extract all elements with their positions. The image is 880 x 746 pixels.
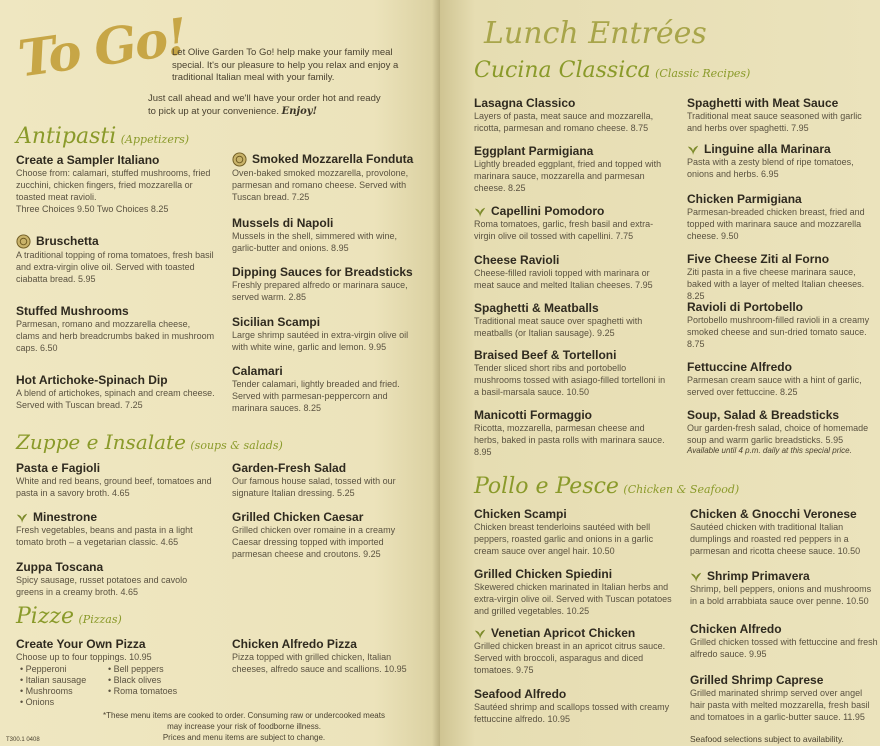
vegetarian-leaf-icon — [690, 571, 702, 583]
menu-item — [16, 560, 212, 598]
item-desc: Large shrimp sautéed in extra-virgin olive oil with white wine, garlic and lemon. 9.95 — [232, 330, 409, 352]
menu-item — [16, 234, 214, 285]
vegetarian-leaf-icon — [687, 144, 699, 156]
vegetarian-leaf-icon — [16, 512, 28, 524]
menu-item — [690, 569, 878, 607]
item-name: Stuffed Mushrooms — [16, 304, 129, 318]
item-desc: Sautéed chicken with traditional Italian dumplings and roasted red peppers in a parmesan and ricotta cheese sauce. 10.50 — [690, 522, 861, 556]
item-name-row — [232, 152, 422, 167]
item-desc: Tender sliced short ribs and portobello mushrooms tossed with asiago-filled tortelloni in a basil-marsala sauce. 10.50 — [474, 363, 666, 397]
topping: • Bell peppers — [108, 664, 164, 674]
notice-line: Prices and menu items are subject to change. — [162, 733, 326, 742]
menu-item — [474, 626, 672, 676]
pollo-subtitle: (Chicken & Seafood) — [623, 483, 740, 496]
item-desc: Chicken breast tenderloins sautéed with bell peppers, roasted garlic and onions in a garlic cream sauce over angel hair. 10.50 — [474, 522, 654, 556]
item-name: Seafood Alfredo — [474, 687, 567, 701]
topping: • Mushrooms — [20, 686, 73, 696]
to-go-title: To Go! — [14, 6, 190, 89]
item-name: Hot Artichoke-Spinach Dip — [16, 373, 168, 387]
item-desc: A blend of artichokes, spinach and cream cheese. Served with Tuscan bread. 7.25 — [16, 388, 215, 410]
item-name: Lasagna Classico — [474, 96, 576, 110]
item-name: Chicken Scampi — [474, 507, 567, 521]
topping: • Onions — [20, 697, 55, 707]
antipasti-heading — [16, 124, 189, 149]
item-name: Create Your Own Pizza — [16, 637, 146, 651]
item-desc: Mussels in the shell, simmered with wine, garlic-butter and onions. 8.95 — [232, 231, 398, 253]
item-name: Chicken Alfredo Pizza — [232, 637, 357, 651]
item-desc: Skewered chicken marinated in Italian herbs and extra-virgin olive oil. Served with Tuscan potatoes and grilled vegetables. 10.25 — [474, 582, 672, 616]
right-page — [440, 0, 880, 746]
item-desc: Cheese-filled ravioli topped with marinara or meat sauce and melted Italian cheeses. 7.95 — [474, 268, 653, 290]
item-desc: Parmesan-breaded chicken breast, fried and topped with marinara sauce and mozzarella cheese. 9.50 — [687, 207, 865, 241]
item-desc: Oven-baked smoked mozzarella, provolone, parmesan and romano cheese. Served with Tuscan bread. 7.25 — [232, 168, 409, 203]
menu-item — [687, 142, 877, 180]
menu-item — [16, 153, 212, 215]
item-name: Chicken Parmigiana — [687, 192, 802, 206]
item-desc: Our garden-fresh salad, choice of homemade soup and warm garlic breadsticks. 5.95 — [687, 423, 869, 445]
lunch-entrees-title: Lunch Entrées — [484, 16, 707, 51]
item-name: Mussels di Napoli — [232, 216, 334, 230]
vegetarian-leaf-icon — [474, 628, 486, 640]
menu-item — [687, 300, 877, 350]
item-name: Cheese Ravioli — [474, 253, 560, 267]
menu-item — [474, 96, 668, 134]
item-desc: Shrimp, bell peppers, onions and mushrooms in a bold arrabbiata sauce over penne. 10.50 — [690, 584, 872, 606]
topping: • Pepperoni — [20, 664, 67, 674]
zuppe-heading — [16, 430, 283, 454]
menu-item — [232, 216, 422, 254]
pizze-subtitle: (Pizzas) — [78, 613, 122, 626]
item-name: Venetian Apricot Chicken — [491, 626, 636, 640]
antipasti-subtitle: (Appetizers) — [120, 133, 190, 146]
topping: • Italian sausage — [20, 675, 87, 685]
item-name: Braised Beef & Tortelloni — [474, 348, 617, 362]
footer-notice — [64, 710, 424, 743]
call-ahead-text — [148, 93, 388, 118]
item-name: Soup, Salad & Breadsticks — [687, 408, 840, 422]
item-name-row — [690, 569, 878, 583]
zuppe-title: Zuppe e Insalate — [16, 430, 186, 454]
item-name: Minestrone — [33, 510, 98, 524]
item-name: Five Cheese Ziti al Forno — [687, 252, 830, 266]
item-desc: Grilled marinated shrimp served over angel hair pasta with melted mozzarella, fresh basil and tomatoes in a garlic-butter sauce. 11.95 — [690, 688, 870, 722]
menu-item — [687, 96, 877, 134]
item-name: Ravioli di Portobello — [687, 300, 804, 314]
menu-item — [474, 204, 674, 242]
item-desc: Grilled chicken over romaine in a creamy Caesar dressing topped with imported parmesan cheese and croutons. 9.25 — [232, 525, 396, 559]
menu-item — [232, 265, 422, 303]
menu-item — [474, 301, 668, 339]
menu-item — [687, 360, 877, 398]
item-desc: Traditional meat sauce seasoned with garlic and herbs over spaghetti. 7.95 — [687, 111, 862, 133]
menu-item — [474, 408, 668, 458]
item-desc: Sautéed shrimp and scallops tossed with creamy fettuccine alfredo. 10.95 — [474, 702, 670, 724]
item-name: Sicilian Scampi — [232, 315, 321, 329]
antipasti-title: Antipasti — [16, 124, 117, 149]
pollo-heading — [474, 474, 739, 499]
item-name: Zuppa Toscana — [16, 560, 104, 574]
menu-item — [16, 637, 216, 663]
topping: • Roma tomatoes — [108, 686, 178, 696]
item-name-row — [16, 234, 214, 249]
item-desc: Choose from: calamari, stuffed mushrooms, fried zucchini, chicken fingers, fried mozzarella or toasted meat ravioli. — [16, 168, 211, 202]
item-name: Garden-Fresh Salad — [232, 461, 347, 475]
olive-garden-specialty-icon — [16, 234, 31, 249]
call-ahead-label: Just call ahead and we'll have your order hot and ready to pick up at your convenience. — [148, 93, 381, 117]
menu-item — [474, 687, 670, 725]
item-name: Bruschetta — [36, 234, 99, 248]
item-desc: Pizza topped with grilled chicken, Italian cheeses, alfredo sauce and scallions. 10.95 — [232, 652, 407, 674]
menu-item — [474, 144, 668, 194]
item-desc: Pasta with a zesty blend of ripe tomatoes, onions and herbs. 6.95 — [687, 157, 854, 179]
menu-item — [16, 304, 216, 354]
menu-item — [16, 461, 212, 499]
olive-garden-specialty-icon — [232, 152, 247, 167]
menu-item — [474, 348, 670, 398]
item-desc: Fresh vegetables, beans and pasta in a light tomato broth – a vegetarian classic. 4.65 — [16, 525, 193, 547]
item-desc: White and red beans, ground beef, tomatoes and pasta in a savory broth. 4.65 — [16, 476, 212, 498]
item-desc: Spicy sausage, russet potatoes and cavolo greens in a creamy broth. 4.65 — [16, 575, 188, 597]
menu-item — [687, 408, 879, 455]
item-name-row — [16, 510, 212, 524]
item-name: Grilled Chicken Spiedini — [474, 567, 613, 581]
intro-text: Let Olive Garden To Go! help make your family meal special. It's our pleasure to help you relax and enjoy a traditional Italian meal with your family. — [172, 47, 399, 83]
item-name: Capellini Pomodoro — [491, 204, 605, 218]
item-desc: Ziti pasta in a five cheese marinara sauce, baked with a layer of melted Italian cheeses. 8.25 — [687, 267, 865, 301]
toppings-list-a — [20, 664, 86, 708]
notice-line: *These menu items are cooked to order. Consuming raw or undercooked meats — [103, 711, 385, 720]
topping: • Black olives — [108, 675, 162, 685]
item-name: Eggplant Parmigiana — [474, 144, 594, 158]
item-desc: Our famous house salad, tossed with our signature Italian dressing. 5.25 — [232, 476, 396, 498]
pizze-heading — [16, 604, 122, 629]
item-desc: Tender calamari, lightly breaded and fried. Served with parmesan-peppercorn and marinara sauces. 8.25 — [232, 379, 400, 413]
cucina-heading — [474, 58, 750, 83]
menu-item — [474, 507, 670, 557]
item-name: Grilled Chicken Caesar — [232, 510, 364, 524]
item-name: Dipping Sauces for Breadsticks — [232, 265, 413, 279]
menu-item — [690, 673, 878, 723]
item-name-row — [474, 626, 672, 640]
enjoy-text: Enjoy! — [281, 105, 317, 117]
item-desc: Grilled chicken breast in an apricot citrus sauce. Served with broccoli, asparagus and diced tomatoes. 9.75 — [474, 641, 666, 675]
item-name: Calamari — [232, 364, 283, 378]
menu-item — [232, 461, 422, 499]
item-name: Grilled Shrimp Caprese — [690, 673, 824, 687]
zuppe-subtitle: (soups & salads) — [190, 439, 283, 452]
menu-item — [232, 510, 422, 560]
item-name: Manicotti Formaggio — [474, 408, 592, 422]
item-name: Linguine alla Marinara — [704, 142, 831, 156]
item-name-row — [474, 204, 674, 218]
menu-item — [687, 252, 879, 302]
item-desc: Freshly prepared alfredo or marinara sauce, served warm. 2.85 — [232, 280, 408, 302]
item-desc: Parmesan, romano and mozzarella cheese, clams and herb breadcrumbs baked in mushroom caps. 6.50 — [16, 319, 215, 353]
item-name: Pasta e Fagioli — [16, 461, 101, 475]
menu-item — [690, 507, 878, 557]
vegetarian-leaf-icon — [474, 206, 486, 218]
item-desc: Lightly breaded eggplant, fried and topped with marinara sauce, mozzarella and parmesan cheese. 8.25 — [474, 159, 662, 193]
item-name: Shrimp Primavera — [707, 569, 810, 583]
menu-item — [16, 510, 212, 548]
cucina-subtitle: (Classic Recipes) — [655, 67, 751, 80]
item-desc: Choose up to four toppings. 10.95 — [16, 652, 152, 662]
item-desc: Portobello mushroom-filled ravioli in a creamy smoked cheese and sun-dried tomato sauce. 8.75 — [687, 315, 870, 349]
item-name: Fettuccine Alfredo — [687, 360, 792, 374]
menu-item — [232, 315, 424, 353]
menu-item — [16, 373, 216, 411]
menu-item — [232, 637, 424, 675]
item-name: Create a Sampler Italiano — [16, 153, 160, 167]
toppings-list-b — [108, 664, 177, 697]
item-desc: Ricotta, mozzarella, parmesan cheese and herbs, baked in pasta rolls with marinara sauce. 8.95 — [474, 423, 665, 457]
item-name-row — [687, 142, 877, 156]
menu-item — [474, 253, 668, 291]
menu-item — [474, 567, 672, 617]
cucina-title: Cucina Classica — [474, 58, 651, 83]
pollo-title: Pollo e Pesce — [474, 474, 619, 499]
item-name: Spaghetti with Meat Sauce — [687, 96, 839, 110]
item-desc: Layers of pasta, meat sauce and mozzarella, ricotta, parmesan and romano cheese. 8.75 — [474, 111, 654, 133]
item-price: Three Choices 9.50 Two Choices 8.25 — [16, 204, 169, 214]
print-code: T300.1 0408 — [6, 737, 40, 743]
item-name: Chicken Alfredo — [690, 622, 782, 636]
availability-note: Available until 4 p.m. daily at this special price. — [687, 446, 852, 455]
item-desc: A traditional topping of roma tomatoes, fresh basil and extra-virgin olive oil. Served with toasted ciabatta bread. 5.95 — [16, 250, 214, 285]
item-desc: Traditional meat sauce over spaghetti with meatballs (or Italian sausage). 9.25 — [474, 316, 643, 338]
menu-item — [232, 364, 422, 414]
item-name: Chicken & Gnocchi Veronese — [690, 507, 857, 521]
menu-item — [690, 622, 878, 660]
item-desc: Roma tomatoes, garlic, fresh basil and extra-virgin olive oil tossed with capellini. 7.75 — [474, 219, 654, 241]
seafood-note: Seafood selections subject to availability. — [690, 734, 844, 744]
item-desc: Grilled chicken tossed with fettuccine and fresh alfredo sauce. 9.95 — [690, 637, 878, 659]
menu-item — [232, 152, 422, 203]
menu-item — [687, 192, 877, 242]
notice-line: may increase your risk of foodborne illness. — [167, 722, 321, 731]
item-name: Smoked Mozzarella Fonduta — [252, 152, 414, 166]
pizze-title: Pizze — [16, 604, 75, 629]
item-name: Spaghetti & Meatballs — [474, 301, 599, 315]
item-desc: Parmesan cream sauce with a hint of garlic, served over fettuccine. 8.25 — [687, 375, 862, 397]
